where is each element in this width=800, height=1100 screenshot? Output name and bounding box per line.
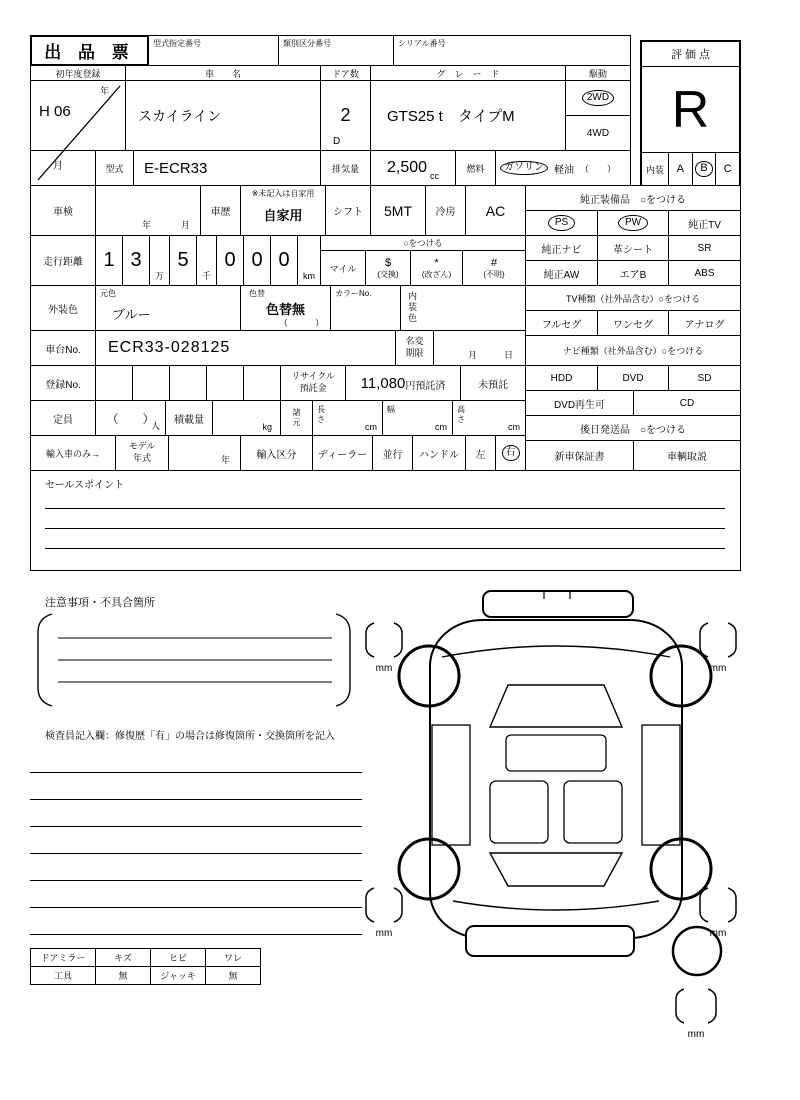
drive-2wd-selected: 2WD: [582, 90, 614, 107]
break-label: ワレ: [205, 948, 261, 967]
doors-cell: [320, 80, 371, 151]
door-mirror-label: ドアミラー: [30, 948, 96, 967]
navi-sd: SD: [668, 365, 741, 391]
spec-label-cell: [280, 400, 313, 436]
tv-fullseg: フルセグ: [525, 310, 598, 336]
displacement-value: 2,500: [386, 159, 428, 176]
width-label: 幅: [387, 405, 395, 414]
evaluation-grade: R: [671, 80, 710, 139]
sales-line-2: [45, 528, 725, 529]
equip-ps-selected: PS: [548, 215, 575, 232]
field-model-designation-label: 型式指定番号: [153, 39, 201, 48]
recycle-label-cell: [280, 365, 346, 401]
grade-header: グ レ ー ド: [370, 65, 566, 81]
handle-label: ハンドル: [412, 435, 466, 471]
equip-abs: ABS: [668, 260, 741, 286]
mileage-man-unit: 万: [150, 236, 170, 285]
later-shipment-header: 後日発送品 ○をつける: [525, 415, 741, 441]
navi-cd: CD: [633, 390, 741, 416]
recycle-deposit-amount: 11,080: [360, 374, 406, 392]
chassis-no-label: 車台No.: [30, 330, 96, 366]
model-year-unit: 年: [220, 455, 230, 465]
scratch-label: キズ: [95, 948, 151, 967]
field-serial-label: シリアル番号: [398, 39, 446, 48]
sales-point-box: [30, 470, 741, 571]
evaluation-box: [640, 40, 741, 187]
reg-no-box-2: [133, 366, 170, 400]
fuel-diesel: 軽油: [554, 164, 574, 176]
tv-oneseg: ワンセグ: [597, 310, 669, 336]
bracket-top-right: [700, 623, 736, 674]
interior-color-label: 内装色: [407, 291, 417, 324]
aircon-label: 冷房: [425, 185, 466, 236]
equip-pw-cell: [597, 210, 669, 236]
inspector-line-1: [30, 772, 362, 773]
fuel-cell: [495, 150, 631, 186]
mileage-digit-5: 0: [244, 236, 271, 285]
evaluation-header: 評 価 点: [642, 42, 739, 67]
height-label: 高さ: [457, 405, 465, 425]
reg-no-box-3: [170, 366, 207, 400]
grade-cell: [370, 80, 566, 151]
exterior-color-label: 外装色: [30, 285, 96, 331]
grade-value: GTS25 t タイプM: [387, 108, 515, 125]
original-color-cell: [95, 285, 241, 331]
equip-ps-cell: [525, 210, 598, 236]
name-change-month: 月: [468, 350, 478, 360]
tool-label: 工具: [30, 966, 96, 985]
model-cell: [133, 150, 321, 186]
mileage-label: 走行距離: [30, 235, 96, 286]
fuel-label: 燃料: [455, 150, 496, 186]
name-change-label-cell: [395, 330, 434, 366]
displacement-unit: cc: [430, 171, 440, 181]
sales-line-1: [45, 508, 725, 509]
history-value: 自家用: [263, 208, 303, 223]
mileage-sen-unit: 千: [197, 236, 217, 285]
aircon-value: AC: [465, 185, 526, 236]
doors-header: ドア数: [320, 65, 371, 81]
first-reg-month-suffix: 月: [53, 161, 63, 172]
height-unit: cm: [508, 422, 520, 432]
handle-right-cell: [495, 435, 526, 471]
handle-right-selected: 右: [502, 445, 520, 462]
equip-navi: 純正ナビ: [525, 235, 598, 261]
mm-label-bottom-right: mm: [709, 928, 727, 939]
bracket-top-left: [366, 623, 402, 674]
navi-dvd-play: DVD再生可: [525, 390, 634, 416]
first-reg-year-suffix: 年: [99, 86, 109, 96]
history-note: ※未記入は自家用: [251, 189, 315, 198]
mileage-mark-unknown: [462, 250, 526, 286]
mileage-mark-altered-text: (改ざん): [421, 269, 452, 279]
recycle-deposit-cell: [345, 365, 461, 401]
model-label: 型式: [95, 150, 134, 186]
equip-sr: SR: [668, 235, 741, 261]
inspector-line-5: [30, 880, 362, 881]
notes-title: 注意事項・不具合箇所: [45, 597, 155, 609]
fuel-paren: （ ）: [580, 163, 617, 174]
mileage-mark-unknown-symbol: #: [490, 256, 498, 269]
mileage-mark-altered-symbol: *: [434, 256, 439, 269]
color-no-label: カラーNo.: [335, 289, 372, 298]
inspection-year-suffix: 年: [142, 220, 152, 230]
width-cell: [382, 400, 453, 436]
mileage-digit-3: 5: [170, 236, 197, 285]
car-name-cell: [125, 80, 321, 151]
mileage-mark-exchange: [365, 250, 411, 286]
bracket-bottom-left: [366, 888, 402, 939]
evaluation-grade-area: [642, 67, 739, 152]
inspector-line-3: [30, 826, 362, 827]
length-cell: [312, 400, 383, 436]
tv-analog: アナログ: [668, 310, 741, 336]
model-year-label-cell: [115, 435, 169, 471]
mileage-mark-altered: [410, 250, 463, 286]
notes-bracket-box: [34, 612, 354, 708]
first-reg-diagonal: [30, 80, 126, 186]
import-parallel: 並行: [372, 435, 413, 471]
color-change-label: 色替: [249, 289, 265, 298]
interior-grade-b-selected: B: [695, 161, 712, 177]
sales-point-label: セールスポイント: [45, 480, 125, 491]
inspector-line-6: [30, 907, 362, 908]
mileage-digit-4: 0: [217, 236, 244, 285]
mileage-km-unit: km: [303, 271, 315, 281]
car-name-header: 車 名: [125, 65, 321, 81]
name-change-date-cell: [433, 330, 526, 366]
equip-tv: 純正TV: [668, 210, 741, 236]
displacement-cell: [370, 150, 456, 186]
inspector-line-2: [30, 799, 362, 800]
interior-color-cell: [400, 285, 526, 331]
sales-line-3: [45, 548, 725, 549]
height-cell: [452, 400, 526, 436]
first-reg-header: 初年度登録: [30, 65, 126, 81]
load-unit: kg: [262, 422, 272, 432]
navi-hdd: HDD: [525, 365, 598, 391]
rear-bumper: [466, 926, 634, 956]
bracket-spare: [676, 989, 716, 1040]
interior-grade-row: [642, 152, 739, 185]
crack-label: ヒビ: [150, 948, 206, 967]
inspector-line-7: [30, 934, 362, 935]
chassis-no-value: ECR33-028125: [108, 339, 231, 356]
equip-airbag: エアB: [597, 260, 669, 286]
field-classification: [278, 35, 394, 66]
spec-label: 諸元: [292, 407, 301, 427]
field-serial: [393, 35, 631, 66]
sheet-title: 出 品 票: [30, 35, 149, 66]
length-unit: cm: [365, 422, 377, 432]
navi-type-header: ナビ種類（社外品含む）○をつける: [525, 335, 741, 366]
capacity-unit: 人: [150, 421, 160, 431]
mm-label-top-right: mm: [709, 663, 727, 674]
color-no-cell: [330, 285, 401, 331]
inspection-date-cell: [95, 185, 201, 236]
mileage-digit-2: 3: [123, 236, 150, 285]
vehicle-manual: 車輌取説: [633, 440, 741, 471]
inspector-note: 検査員記入欄：修復歴「有」の場合は修復箇所・交換箇所を記入: [45, 731, 335, 742]
model-year-cell: [168, 435, 241, 471]
car-top-view-diagram: [358, 585, 746, 1040]
field-model-designation: [148, 35, 279, 66]
field-classification-label: 類別区分番号: [283, 39, 331, 48]
notes-right-bracket: [336, 614, 350, 706]
front-bumper: [483, 591, 633, 617]
fuel-gasoline-selected: ガソリン: [500, 161, 548, 176]
jack-label: ジャッキ: [150, 966, 206, 985]
load-label: 積載量: [165, 400, 213, 436]
reg-no-box-4: [207, 366, 244, 400]
interior-grade-a: A: [668, 153, 692, 185]
reg-no-box-5: [244, 366, 280, 400]
shift-label: シフト: [325, 185, 371, 236]
width-unit: cm: [435, 422, 447, 432]
mileage-digit-6: 0: [271, 236, 298, 285]
equip-header: 純正装備品 ○をつける: [525, 185, 741, 211]
mileage-digit-1: 1: [96, 236, 123, 285]
capacity-paren: （ ）: [106, 411, 155, 426]
history-label: 車歴: [200, 185, 241, 236]
import-only-label: 輸入車のみ→: [30, 435, 116, 471]
warranty-book: 新車保証書: [525, 440, 634, 471]
doors-value: 2: [340, 105, 351, 125]
jack-none-value: 無: [205, 966, 261, 985]
displacement-label: 排気量: [320, 150, 371, 186]
inspection-label: 車検: [30, 185, 96, 236]
name-change-day: 日: [503, 350, 513, 360]
color-change-paren: （ ）: [278, 318, 324, 328]
color-change-cell: [240, 285, 331, 331]
mileage-mark-exchange-symbol: $: [384, 256, 392, 269]
load-cell: [212, 400, 281, 436]
mm-label-top-left: mm: [375, 663, 393, 674]
equip-aw: 純正AW: [525, 260, 598, 286]
drive-2wd-cell: [565, 80, 631, 116]
recycle-label: リサイクル預託金: [291, 371, 335, 393]
mm-label-bottom-left: mm: [375, 928, 393, 939]
mm-label-spare: mm: [687, 1029, 705, 1040]
reg-no-box-1: [96, 366, 133, 400]
drive-4wd-cell: 4WD: [565, 115, 631, 151]
reg-no-label: 登録No.: [30, 365, 96, 401]
recycle-not-deposited: 未預託: [460, 365, 526, 401]
name-change-label: 名変期限: [405, 336, 424, 358]
handle-left: 左: [465, 435, 496, 471]
interior-grade-label: 内装: [645, 164, 664, 175]
car-name-value: スカイライン: [138, 107, 222, 124]
interior-grade-c: C: [715, 153, 739, 185]
mileage-digits: [95, 235, 321, 286]
reg-no-boxes: [95, 365, 281, 401]
notes-left-bracket: [38, 614, 52, 706]
history-cell: [240, 185, 326, 236]
mileage-mark-exchange-text: (交換): [377, 269, 399, 279]
interior-grade-b-cell: [692, 153, 716, 185]
capacity-cell: [95, 400, 166, 436]
mileage-mark-unknown-text: (不明): [483, 269, 505, 279]
mileage-mark-mile: マイル: [320, 250, 366, 286]
inspection-month-suffix: 月: [180, 220, 190, 230]
drive-header: 駆動: [565, 65, 631, 81]
recycle-deposit-suffix: 円預託済: [405, 381, 446, 392]
import-division-label: 輸入区分: [240, 435, 313, 471]
navi-dvd: DVD: [597, 365, 669, 391]
length-label: 長さ: [317, 405, 325, 425]
shift-value: 5MT: [370, 185, 426, 236]
original-color-label: 元色: [100, 289, 116, 298]
equip-pw-selected: PW: [618, 215, 648, 232]
model-year-label: モデル年式: [128, 441, 156, 463]
tv-type-header: TV種類（社外品含む）○をつける: [525, 285, 741, 311]
import-dealer: ディーラー: [312, 435, 373, 471]
model-value: E-ECR33: [144, 159, 208, 177]
equip-leather: 革シート: [597, 235, 669, 261]
tool-none-value: 無: [95, 966, 151, 985]
doors-unit: D: [333, 136, 341, 147]
car-body-outline: [430, 620, 682, 938]
first-reg-value: H 06: [39, 103, 71, 120]
original-color-value: ブルー: [112, 307, 151, 322]
inspector-line-4: [30, 853, 362, 854]
capacity-label: 定員: [30, 400, 96, 436]
chassis-no-cell: [95, 330, 396, 366]
mileage-mark-header: ○をつける: [320, 235, 526, 251]
color-change-value: 色替無: [265, 302, 305, 317]
